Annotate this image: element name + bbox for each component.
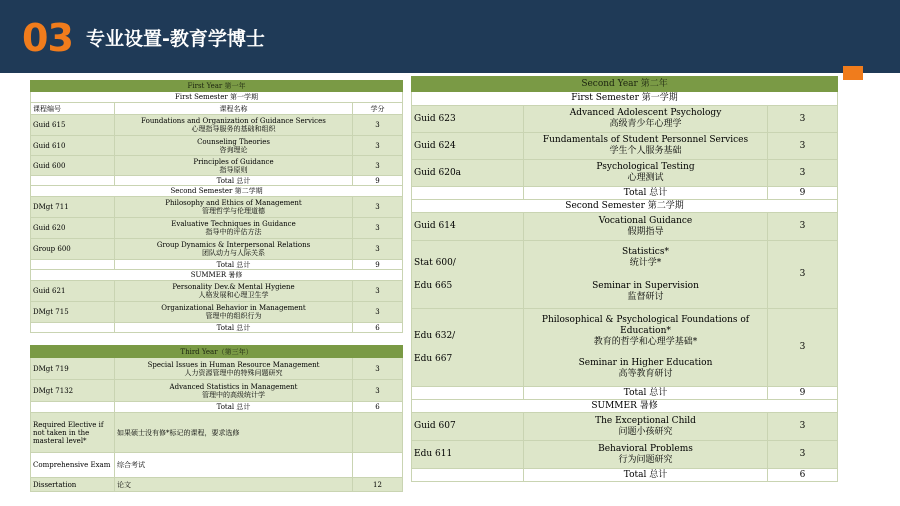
header-bar — [0, 0, 900, 73]
course-credit: 3 — [768, 106, 838, 133]
course-credit: 3 — [353, 218, 403, 239]
course-credit: 3 — [353, 197, 403, 218]
total-value: 9 — [768, 387, 838, 400]
elective-note: 如果硕士没有修*标记的课程，要求选修 — [115, 413, 353, 453]
semester-heading: First Semester 第一学期 — [412, 92, 838, 106]
course-row — [31, 156, 403, 176]
course-code: Stat 600/ Edu 665 — [412, 241, 524, 309]
course-credit: 3 — [768, 309, 838, 387]
course-credit: 3 — [768, 213, 838, 241]
course-name: Fundamentals of Student Personnel Services 学生个人服务基础 — [524, 133, 768, 160]
year-heading: Second Year 第二年 — [412, 77, 838, 92]
course-credit: 3 — [353, 281, 403, 302]
course-name: Philosophical & Psychological Foundations of Education* 教育的哲学和心理学基础* Seminar in Higher Education 高等教育研讨 — [524, 309, 768, 387]
course-credit: 3 — [353, 136, 403, 156]
course-code: Guid 615 — [31, 115, 115, 136]
course-credit: 3 — [768, 160, 838, 187]
course-code: DMgt 7132 — [31, 380, 115, 402]
total-value: 6 — [353, 402, 403, 413]
total-label: Total 总计 — [115, 402, 353, 413]
course-credit: 3 — [353, 380, 403, 402]
total-label: Total 总计 — [115, 323, 353, 333]
course-code: DMgt 719 — [31, 358, 115, 380]
total-row — [31, 323, 403, 333]
total-value: 6 — [353, 323, 403, 333]
course-row — [31, 358, 403, 380]
course-name: The Exceptional Child 问题小孩研究 — [524, 413, 768, 441]
course-name: Vocational Guidance 假期指导 — [524, 213, 768, 241]
course-code: Guid 621 — [31, 281, 115, 302]
course-row — [412, 309, 838, 387]
total-value: 9 — [353, 260, 403, 270]
course-credit: 3 — [353, 156, 403, 176]
course-code: Guid 614 — [412, 213, 524, 241]
total-row — [412, 387, 838, 400]
total-value: 9 — [353, 176, 403, 186]
course-credit: 3 — [353, 302, 403, 323]
course-row — [31, 239, 403, 260]
course-row — [31, 218, 403, 239]
column-header: 学分 — [353, 103, 403, 115]
course-name: Special Issues in Human Resource Management 人力资源管理中的特殊问题研究 — [115, 358, 353, 380]
total-row — [31, 402, 403, 413]
course-row — [412, 133, 838, 160]
course-code: Edu 632/ Edu 667 — [412, 309, 524, 387]
course-row — [31, 380, 403, 402]
course-credit: 3 — [768, 413, 838, 441]
second-year-table — [411, 76, 838, 482]
course-code: Guid 610 — [31, 136, 115, 156]
course-row — [412, 241, 838, 309]
total-row — [31, 260, 403, 270]
exam-row — [31, 453, 403, 478]
total-label: Total 总计 — [524, 469, 768, 482]
total-value: 6 — [768, 469, 838, 482]
course-row — [31, 197, 403, 218]
total-value: 9 — [768, 187, 838, 200]
total-label: Total 总计 — [524, 187, 768, 200]
column-header: 课程编号 — [31, 103, 115, 115]
total-label: Total 总计 — [524, 387, 768, 400]
exam-label: Comprehensive Exam — [31, 453, 115, 478]
course-name: Counseling Theories 咨询理论 — [115, 136, 353, 156]
section-number: 03 — [22, 16, 73, 60]
dissertation-label: Dissertation — [31, 478, 115, 492]
course-code: Guid 620 — [31, 218, 115, 239]
course-row — [412, 106, 838, 133]
course-name: Advanced Statistics in Management 管理中的高级统计学 — [115, 380, 353, 402]
course-code: DMgt 711 — [31, 197, 115, 218]
course-name: Organizational Behavior in Management 管理中的组织行为 — [115, 302, 353, 323]
course-name: Statistics* 统计学* Seminar in Supervision 监督研讨 — [524, 241, 768, 309]
course-code: Guid 623 — [412, 106, 524, 133]
course-name: Evaluative Techniques in Guidance 指导中的评估方法 — [115, 218, 353, 239]
course-row — [31, 115, 403, 136]
column-header: 课程名称 — [115, 103, 353, 115]
elective-label: Required Elective if not taken in the masteral level* — [31, 413, 115, 453]
orange-accent — [843, 66, 863, 80]
course-row — [412, 160, 838, 187]
semester-heading: First Semester 第一学期 — [31, 92, 403, 103]
dissertation-credit: 12 — [353, 478, 403, 492]
course-row — [31, 302, 403, 323]
course-row — [412, 213, 838, 241]
total-label: Total 总计 — [115, 176, 353, 186]
course-code: Guid 620a — [412, 160, 524, 187]
course-name: Principles of Guidance 指导原则 — [115, 156, 353, 176]
course-credit: 3 — [768, 133, 838, 160]
total-label: Total 总计 — [115, 260, 353, 270]
summer-heading: SUMMER 暑修 — [31, 270, 403, 281]
course-code: Edu 611 — [412, 441, 524, 469]
elective-row — [31, 413, 403, 453]
course-name: Advanced Adolescent Psychology 高级青少年心理学 — [524, 106, 768, 133]
course-row — [31, 136, 403, 156]
total-row — [412, 187, 838, 200]
course-row — [412, 441, 838, 469]
course-name: Foundations and Organization of Guidance Services 心理指导服务的基础和组织 — [115, 115, 353, 136]
course-name: Psychological Testing 心理测试 — [524, 160, 768, 187]
dissertation-note: 论文 — [115, 478, 353, 492]
course-name: Behavioral Problems 行为问题研究 — [524, 441, 768, 469]
course-code: Guid 607 — [412, 413, 524, 441]
course-credit: 3 — [353, 358, 403, 380]
course-code: Group 600 — [31, 239, 115, 260]
course-row — [412, 413, 838, 441]
semester-heading: Second Semester 第二学期 — [412, 200, 838, 213]
total-row — [31, 176, 403, 186]
course-row — [31, 281, 403, 302]
course-name: Personality Dev.& Mental Hygiene 人格发展和心理卫生学 — [115, 281, 353, 302]
first-year-table — [30, 80, 403, 333]
course-credit: 3 — [768, 241, 838, 309]
total-row — [412, 469, 838, 482]
course-code: DMgt 715 — [31, 302, 115, 323]
course-code: Guid 600 — [31, 156, 115, 176]
third-year-table — [30, 345, 403, 492]
course-code: Guid 624 — [412, 133, 524, 160]
semester-heading: Second Semester 第二学期 — [31, 186, 403, 197]
exam-note: 综合考试 — [115, 453, 353, 478]
course-name: Group Dynamics & Interpersonal Relations 团队动力与人际关系 — [115, 239, 353, 260]
dissertation-row — [31, 478, 403, 492]
summer-heading: SUMMER 暑修 — [412, 400, 838, 413]
year-heading: Third Year（第三年） — [31, 346, 403, 358]
page-title: 专业设置-教育学博士 — [86, 28, 265, 50]
course-credit: 3 — [353, 239, 403, 260]
course-credit: 3 — [768, 441, 838, 469]
course-name: Philosophy and Ethics of Management 管理哲学与伦理道德 — [115, 197, 353, 218]
year-heading: First Year 第一年 — [31, 81, 403, 92]
course-credit: 3 — [353, 115, 403, 136]
